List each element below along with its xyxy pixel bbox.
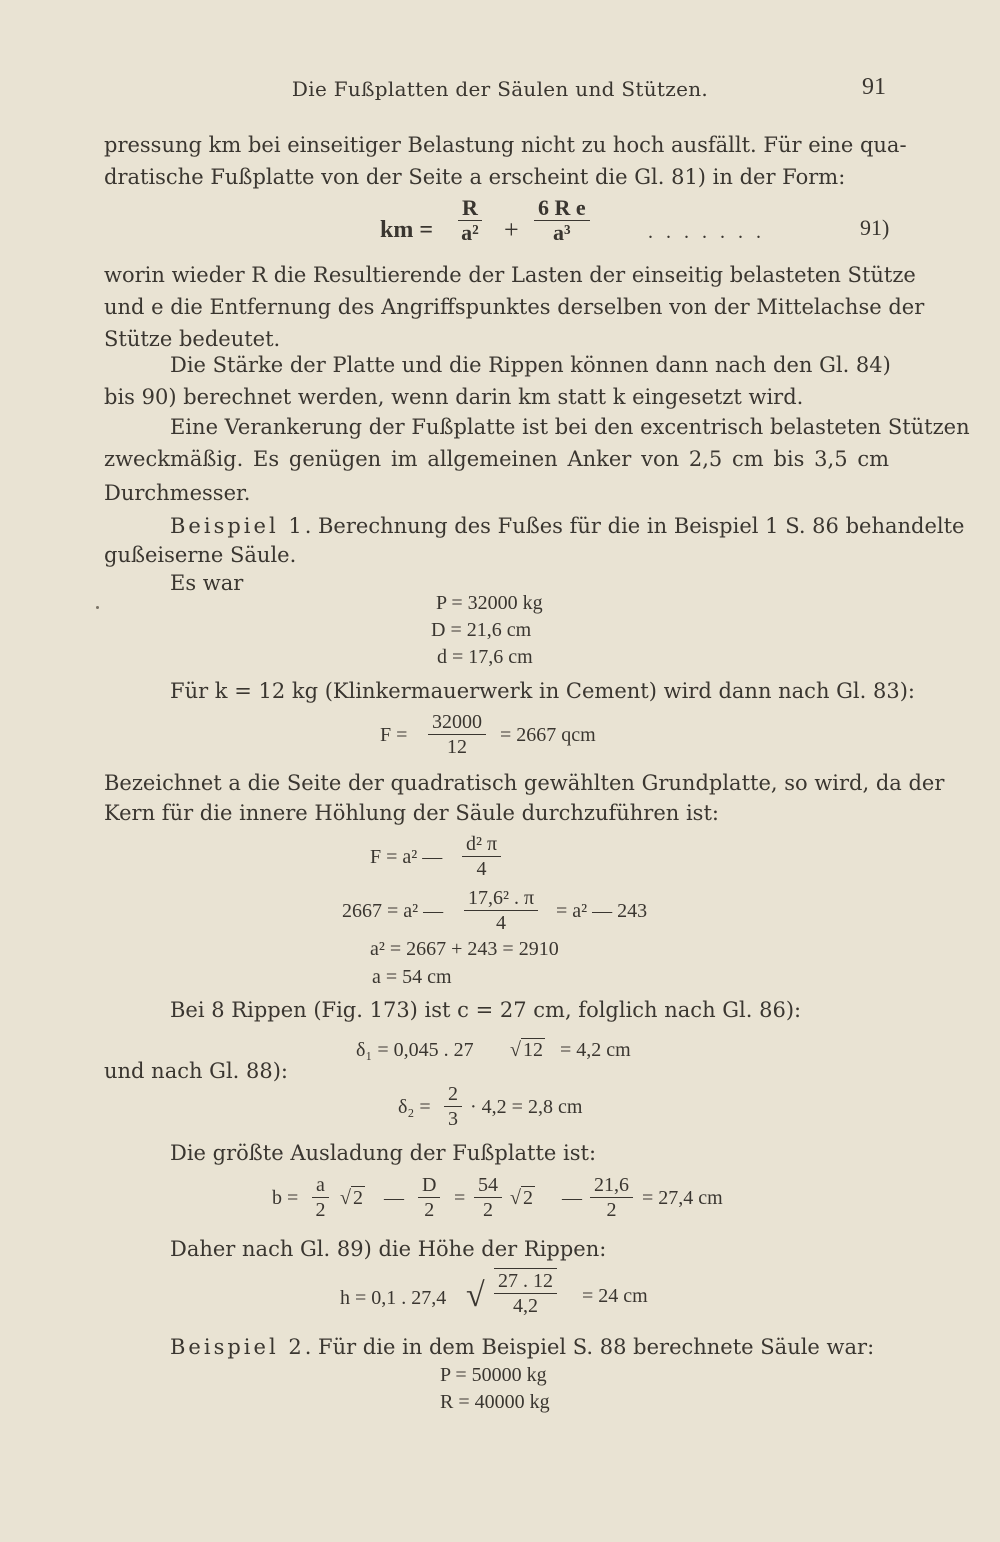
- eq-h-fraction: [494, 1268, 557, 1318]
- eq-b-frac4-den: 2: [606, 1199, 617, 1221]
- eqF2-lhs: F = a² —: [370, 846, 443, 868]
- eqF1-den: 12: [447, 736, 467, 758]
- page-number: 91: [862, 74, 886, 100]
- para1-line2: dratische Fußplatte von der Seite a erscheint die Gl. 81) in der Form:: [104, 165, 846, 189]
- example1-bez-line1: Bezeichnet a die Seite der quadratisch gewählten Grundplatte, so wird, da der: [104, 771, 945, 795]
- eq-P: P = 32000 kg: [436, 592, 543, 614]
- example1-line1: Berechnung des Fußes für die in Beispiel 1 S. 86 behandelte: [318, 514, 965, 538]
- eq-b-frac2: [418, 1173, 440, 1222]
- eq-b-root2: [510, 1186, 535, 1210]
- para2-line3: Stütze bedeutet.: [104, 327, 281, 351]
- example1-line2: gußeiserne Säule.: [104, 543, 297, 567]
- eqF1-fraction: [428, 710, 486, 759]
- eq-delta2-rhs: · 4,2 = 2,8 cm: [470, 1096, 583, 1118]
- eq-delta1-root: [510, 1038, 545, 1062]
- example2-P: P = 50000 kg: [440, 1364, 547, 1386]
- eq-delta2-num: 2: [444, 1082, 462, 1107]
- eq-h-lhs: h = 0,1 . 27,4: [340, 1287, 447, 1309]
- eq91-num1: R: [458, 196, 482, 221]
- eq-delta2-den: 3: [448, 1108, 458, 1130]
- eq-delta1-lhs: δ₁ = 0,045 . 27: [356, 1039, 474, 1061]
- eq-b-root1: [340, 1186, 365, 1210]
- eq-b-minus2: —: [562, 1187, 582, 1209]
- example2-label: Beispiel 2.: [170, 1335, 315, 1359]
- eq91-label: 91): [860, 215, 890, 240]
- stray-mark: [96, 606, 99, 609]
- eq2667-lhs: 2667 = a² —: [342, 900, 444, 922]
- eqF1-num: 32000: [428, 710, 486, 735]
- eq-D: D = 21,6 cm: [431, 619, 532, 641]
- eq-b-frac3: [474, 1173, 502, 1222]
- eq-b-minus1: —: [384, 1187, 404, 1209]
- eqF2-den: 4: [476, 858, 487, 880]
- eq-b-frac1-den: 2: [315, 1199, 326, 1221]
- eq91-fraction-1: [458, 196, 482, 245]
- eq-a: a = 54 cm: [372, 966, 452, 988]
- eq91-plus: +: [504, 215, 519, 244]
- eq2667-rhs: = a² — 243: [556, 900, 648, 922]
- example1-fuer-k: Für k = 12 kg (Klinkermauerwerk in Cement) wird dann nach Gl. 83):: [170, 679, 915, 703]
- eq-b-frac3-num: 54: [474, 1173, 502, 1198]
- example1-rippen: Bei 8 Rippen (Fig. 173) ist c = 27 cm, folglich nach Gl. 86):: [170, 998, 802, 1022]
- para2-line2: und e die Entfernung des Angriffspunktes derselben von der Mittelachse der: [104, 295, 925, 319]
- eq-b-frac4-num: 21,6: [590, 1173, 633, 1198]
- eq-a-squared: a² = 2667 + 243 = 2910: [370, 938, 559, 960]
- radical-sign-icon: √: [340, 1187, 351, 1209]
- example1-und-nach: und nach Gl. 88):: [104, 1059, 289, 1083]
- example1-bez-line2: Kern für die innere Höhlung der Säule durchzuführen ist:: [104, 801, 719, 825]
- example1-ausladung: Die größte Ausladung der Fußplatte ist:: [170, 1141, 597, 1165]
- eq-b-frac3-den: 2: [483, 1199, 493, 1221]
- eq91-leader-dots: . . . . . . .: [648, 221, 765, 243]
- eq2667-num: 17,6² . π: [464, 886, 538, 911]
- eqF1-rhs: = 2667 qcm: [500, 724, 596, 746]
- para4-line2: zweckmäßig. Es genügen im allgemeinen Anker von 2,5 cm bis 3,5 cm: [104, 447, 889, 471]
- eq-delta2-lhs: δ₂ =: [398, 1096, 431, 1118]
- eq-b-lhs: b =: [272, 1187, 299, 1209]
- eq-h-rhs: = 24 cm: [582, 1285, 648, 1307]
- example1-es-war: Es war: [170, 571, 244, 595]
- eq-b-root1-radicand: 2: [352, 1187, 363, 1209]
- eq91-den1: a²: [461, 220, 479, 245]
- eq-b-frac2-den: 2: [424, 1199, 435, 1221]
- eq91-lhs: km =: [380, 217, 434, 243]
- eq-delta1-radicand: 12: [522, 1039, 543, 1061]
- running-header: Die Fußplatten der Säulen und Stützen.: [291, 77, 709, 101]
- radical-sign-icon: √: [510, 1187, 521, 1209]
- eq-b-frac4: [590, 1173, 633, 1222]
- para4-line3: Durchmesser.: [104, 481, 251, 505]
- example2-R: R = 40000 kg: [440, 1391, 550, 1413]
- eq-b-frac2-num: D: [418, 1173, 440, 1198]
- example1-daher: Daher nach Gl. 89) die Höhe der Rippen:: [170, 1237, 607, 1261]
- example2-text: Für die in dem Beispiel S. 88 berechnete Säule war:: [318, 1335, 875, 1359]
- radical-sign-icon: √: [466, 1277, 485, 1314]
- eq-b-root2-radicand: 2: [522, 1187, 533, 1209]
- eq-h-num: 27 . 12: [494, 1269, 557, 1294]
- eq91-den2: a³: [553, 220, 571, 245]
- eq91-fraction-2: [534, 196, 590, 245]
- eq-delta1-rhs: = 4,2 cm: [560, 1039, 631, 1061]
- para3-line2: bis 90) berechnet werden, wenn darin km statt k eingesetzt wird.: [104, 385, 804, 409]
- para2-line1: worin wieder R die Resultierende der Lasten der einseitig belasteten Stütze: [104, 263, 916, 287]
- eq2667-fraction: [464, 886, 538, 935]
- eq-b-rhs: = 27,4 cm: [642, 1187, 723, 1209]
- para1-line1: pressung km bei einseitiger Belastung nicht zu hoch ausfällt. Für eine qua-: [104, 133, 907, 157]
- eq-b-frac1-num: a: [312, 1173, 329, 1198]
- eq-d: d = 17,6 cm: [437, 646, 533, 668]
- eq-delta2-fraction: [444, 1082, 462, 1131]
- eq91-num2: 6 R e: [534, 196, 590, 221]
- example1-label: Beispiel 1.: [170, 514, 315, 538]
- para4-line1: Eine Verankerung der Fußplatte ist bei den excentrisch belasteten Stützen: [170, 415, 970, 439]
- radical-sign-icon: √: [510, 1039, 521, 1061]
- eq-b-equals: =: [454, 1187, 466, 1209]
- para3-line1: Die Stärke der Platte und die Rippen können dann nach den Gl. 84): [170, 353, 891, 377]
- eqF1-lhs: F =: [380, 724, 408, 746]
- eqF2-num: d² π: [462, 832, 501, 857]
- eq2667-den: 4: [496, 912, 507, 934]
- eqF2-fraction: [462, 832, 501, 881]
- eq-b-frac1: [312, 1173, 329, 1222]
- eq-h-den: 4,2: [513, 1295, 538, 1317]
